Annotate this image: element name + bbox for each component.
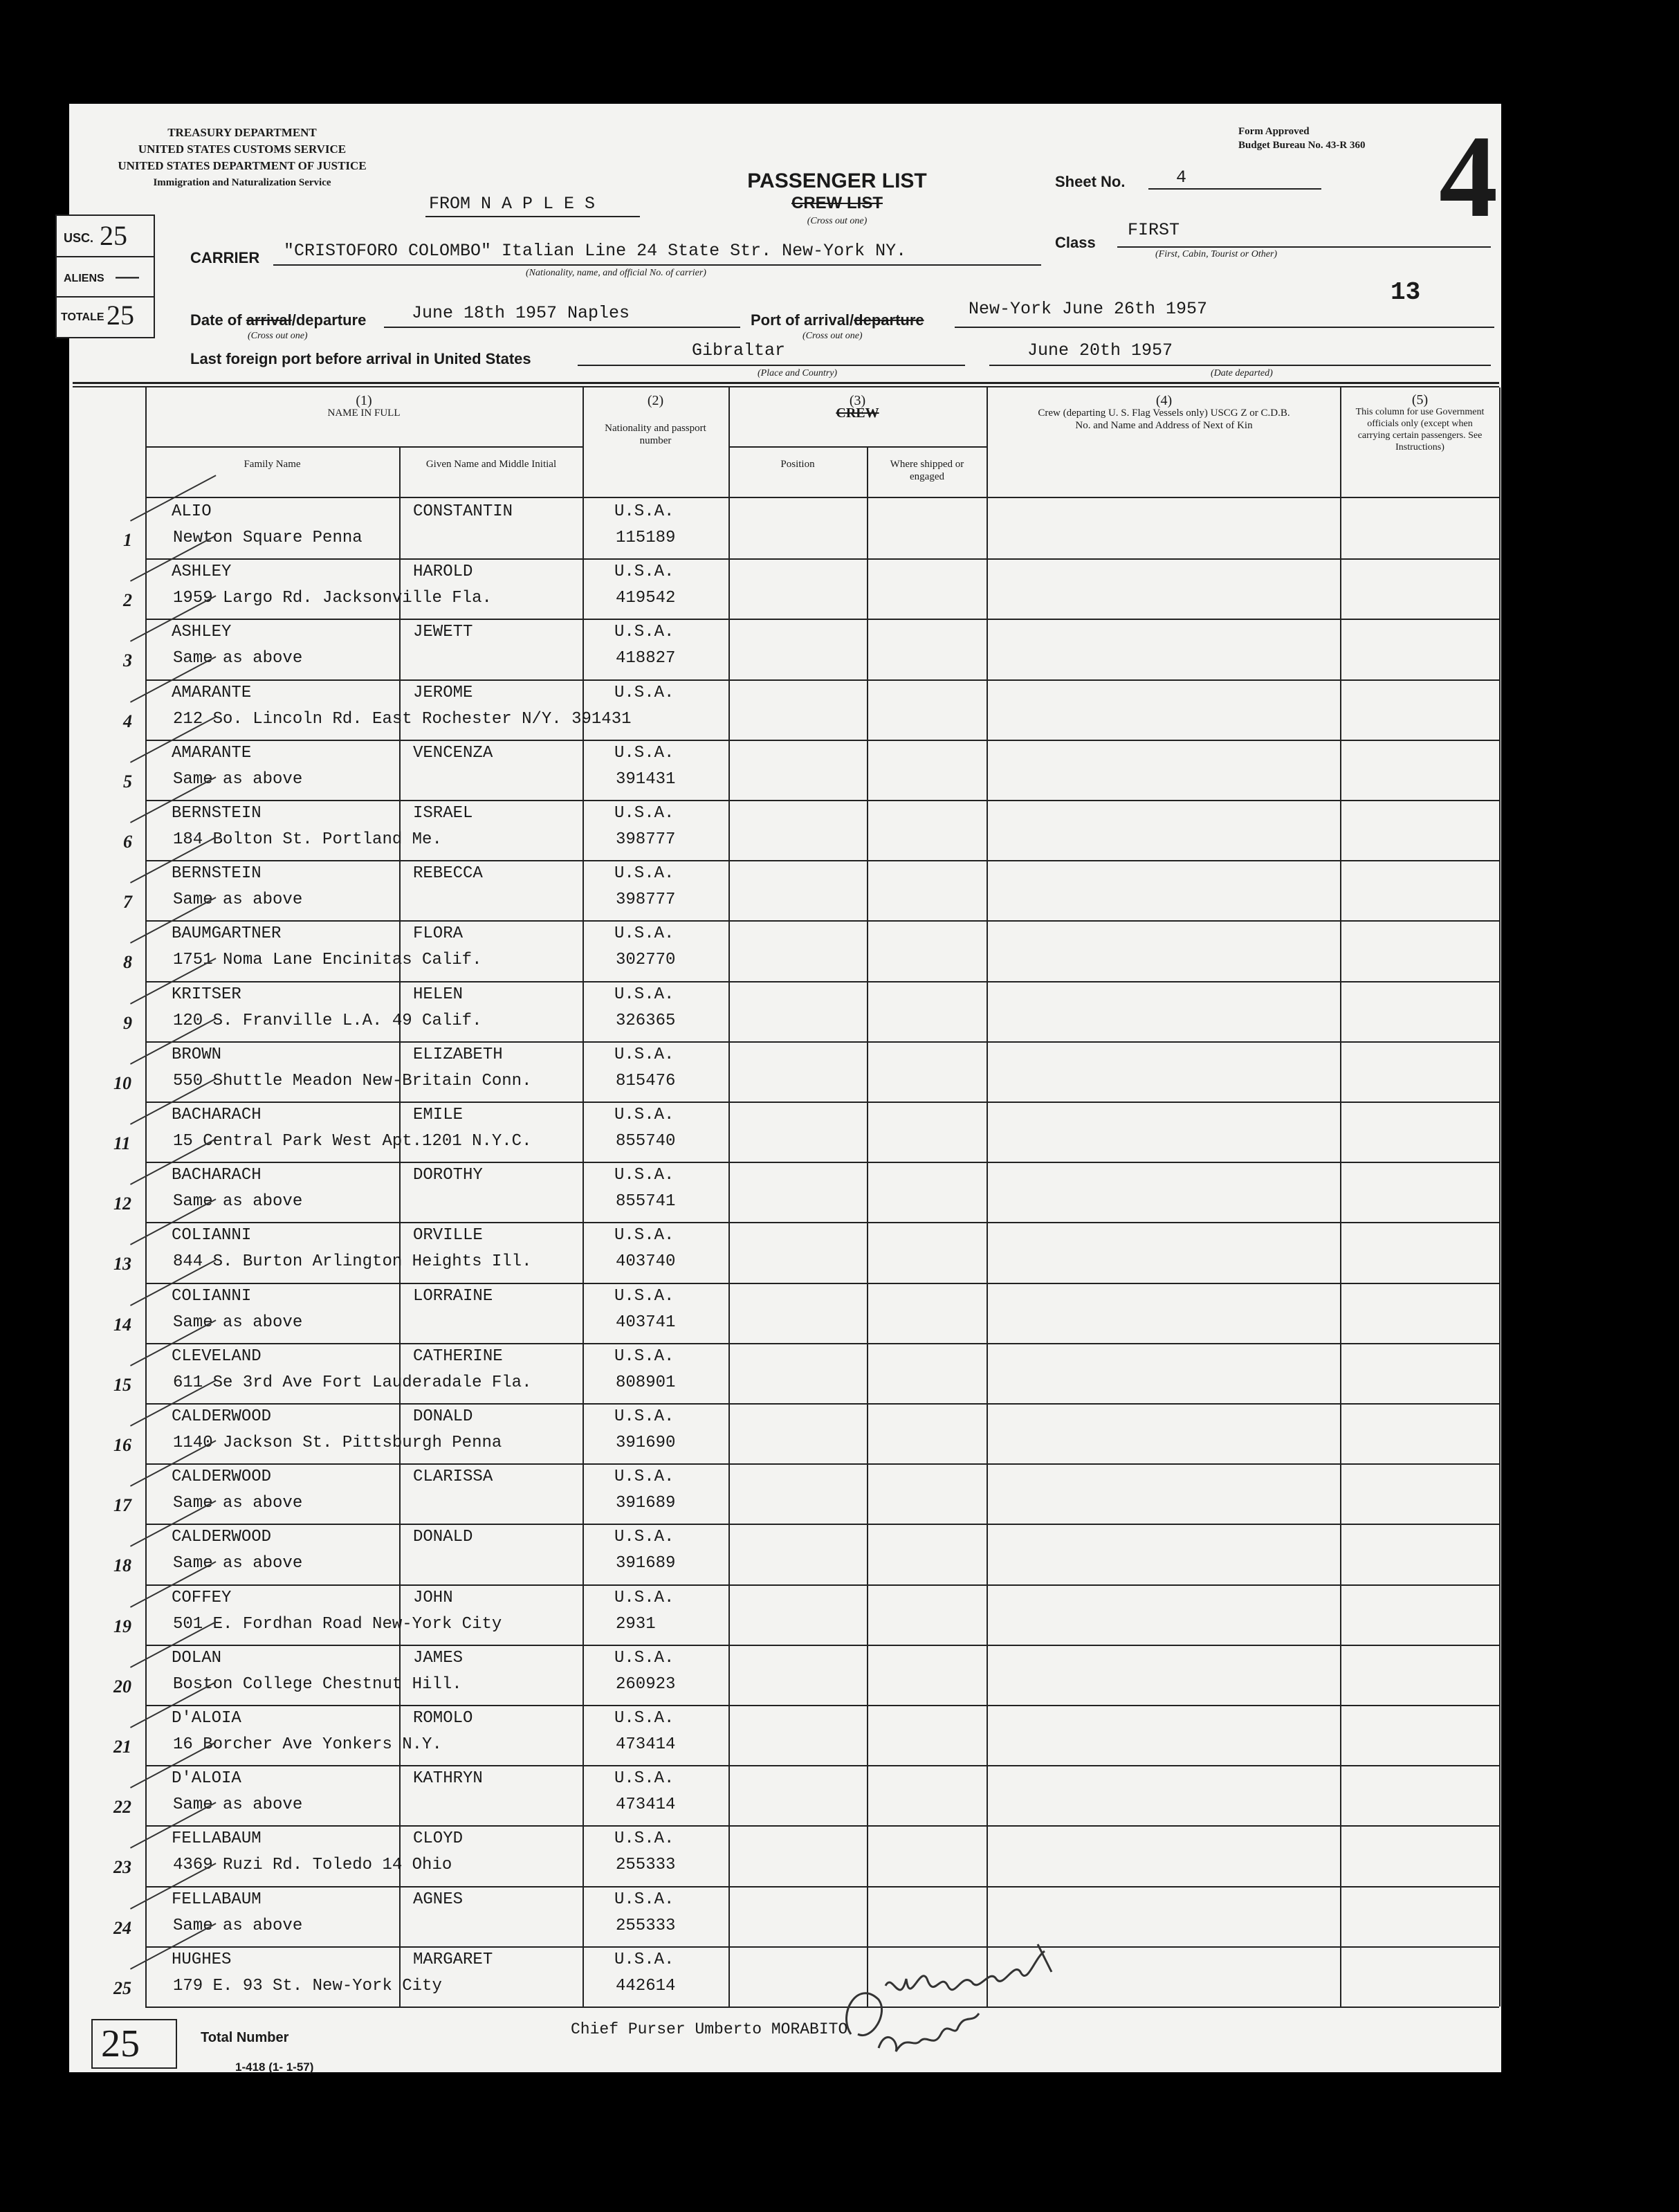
- row-number: 17: [113, 1495, 131, 1516]
- tally-usc-label: USC.: [64, 231, 94, 245]
- passport-number: 255333: [616, 1916, 676, 1935]
- passport-number: 391431: [616, 769, 676, 789]
- date-label-post: /departure: [291, 311, 367, 329]
- passport-number: 855740: [616, 1132, 676, 1151]
- given-name: ORVILLE: [413, 1226, 483, 1245]
- family-name: ALIO: [172, 502, 212, 521]
- given-name: FLORA: [413, 924, 464, 944]
- nationality: U.S.A.: [614, 1709, 675, 1728]
- address: Newton Square Penna: [173, 529, 363, 547]
- nationality: U.S.A.: [614, 1588, 675, 1607]
- family-name: FELLABAUM: [172, 1829, 262, 1849]
- row-number: 15: [113, 1374, 131, 1395]
- passport-number: 403740: [616, 1252, 676, 1272]
- family-name: D'ALOIA: [172, 1709, 241, 1728]
- row-number: 5: [123, 771, 132, 792]
- col3a-heading: Position: [780, 459, 815, 470]
- tally-aliens-value: —: [116, 263, 139, 289]
- col1a-heading: Family Name: [244, 459, 301, 470]
- col3-heading: [728, 394, 987, 419]
- col2-heading: [582, 394, 728, 447]
- col2-num: (2): [647, 393, 664, 408]
- passport-number: 808901: [616, 1373, 676, 1392]
- row-divider: [145, 860, 1499, 861]
- col1-num: (1): [356, 393, 372, 408]
- row-divider: [145, 1886, 1499, 1887]
- nationality: U.S.A.: [614, 1106, 675, 1124]
- family-name: BACHARACH: [172, 1106, 262, 1124]
- last-port-date: June 20th 1957: [1027, 340, 1173, 360]
- address: Same as above: [173, 1916, 303, 1935]
- passport-number: 2931: [616, 1614, 656, 1634]
- row-number: 12: [113, 1194, 131, 1214]
- official-signature: [830, 1930, 1141, 2062]
- address: 1751 Noma Lane Encinitas Calif.: [173, 951, 482, 970]
- total-number-box: [91, 2019, 177, 2069]
- col1b-heading: Given Name and Middle Initial: [425, 459, 557, 470]
- row-divider: [145, 1524, 1499, 1525]
- nationality: U.S.A.: [614, 563, 675, 582]
- nationality: U.S.A.: [614, 1407, 675, 1426]
- nationality: U.S.A.: [614, 743, 675, 762]
- form-title: PASSENGER LIST: [747, 170, 927, 192]
- row-divider: [145, 1162, 1499, 1163]
- nationality: U.S.A.: [614, 1528, 675, 1547]
- row-divider: [145, 1705, 1499, 1706]
- given-name: AGNES: [413, 1890, 464, 1909]
- address: Same as above: [173, 769, 303, 789]
- passport-number: 260923: [616, 1674, 676, 1694]
- nationality: U.S.A.: [614, 1286, 675, 1306]
- passport-number: 419542: [616, 589, 676, 608]
- row-divider: [145, 1343, 1499, 1344]
- address: Same as above: [173, 649, 303, 668]
- agency-line-2: UNITED STATES CUSTOMS SERVICE: [138, 143, 347, 156]
- from-port: FROM N A P L E S: [429, 194, 596, 214]
- passport-number: 398777: [616, 830, 676, 849]
- row-divider: [145, 558, 1499, 560]
- address: 501 E. Fordhan Road New-York City: [173, 1614, 502, 1634]
- row-number: 18: [113, 1555, 131, 1576]
- row-number: 11: [113, 1133, 131, 1153]
- passport-number: 391689: [616, 1494, 676, 1513]
- passport-number: 403741: [616, 1313, 676, 1332]
- family-name: CALDERWOOD: [172, 1528, 272, 1547]
- given-name: ISRAEL: [413, 804, 473, 823]
- family-name: ASHLEY: [172, 563, 232, 582]
- nationality: U.S.A.: [614, 985, 675, 1004]
- family-name: BERNSTEIN: [172, 864, 262, 884]
- port-label-struck: departure: [854, 311, 924, 329]
- address: 212 So. Lincoln Rd. East Rochester N/Y. 391431: [173, 709, 632, 729]
- col1-title: NAME IN FULL: [327, 408, 401, 419]
- row-divider: [145, 800, 1499, 801]
- last-port-label: Last foreign port before arrival in United States: [190, 350, 531, 367]
- address: 184 Bolton St. Portland Me.: [173, 830, 442, 849]
- row-number: 13: [113, 1254, 131, 1274]
- row-number: 16: [113, 1435, 131, 1455]
- last-port-date-note: (Date departed): [1211, 368, 1273, 378]
- address: 611 Se 3rd Ave Fort Lauderadale Fla.: [173, 1373, 532, 1392]
- sheet-count: 13: [1391, 278, 1421, 307]
- col4-title: Crew (departing U. S. Flag Vessels only) USCG Z or C.D.B. No. and Name and Address of Next of Kin: [1038, 408, 1290, 431]
- carrier-label: CARRIER: [190, 249, 260, 266]
- given-name: MARGARET: [413, 1950, 493, 1969]
- given-name: CLOYD: [413, 1829, 464, 1849]
- row-divider: [145, 1222, 1499, 1223]
- row-divider: [145, 619, 1499, 620]
- address: Same as above: [173, 1192, 303, 1212]
- passport-number: 255333: [616, 1856, 676, 1875]
- col3-num: (3): [849, 393, 866, 408]
- row-divider: [145, 1825, 1499, 1827]
- passenger-list-sheet: [61, 104, 1501, 2074]
- given-name: LORRAINE: [413, 1286, 493, 1306]
- row-divider: [145, 1403, 1499, 1405]
- row-divider: [145, 1645, 1499, 1646]
- row-number: 7: [123, 892, 132, 913]
- family-name: COLIANNI: [172, 1226, 252, 1245]
- given-name: KATHRYN: [413, 1769, 483, 1789]
- passport-number: 855741: [616, 1192, 676, 1212]
- address: 844 S. Burton Arlington Heights Ill.: [173, 1252, 532, 1272]
- row-divider: [145, 1283, 1499, 1284]
- row-divider: [145, 2007, 1499, 2008]
- passport-number: 815476: [616, 1071, 676, 1090]
- row-number: 14: [113, 1314, 131, 1335]
- port-note: (Cross out one): [802, 331, 863, 341]
- nationality: U.S.A.: [614, 1226, 675, 1245]
- row-divider: [145, 1946, 1499, 1948]
- address: 179 E. 93 St. New-York City: [173, 1976, 442, 1995]
- passport-number: 391690: [616, 1434, 676, 1452]
- port-label-pre: Port of arrival/: [751, 311, 854, 329]
- row-number: 3: [123, 650, 132, 671]
- total-number-value: 25: [101, 2022, 140, 2065]
- nationality: U.S.A.: [614, 1166, 675, 1185]
- row-number: 22: [113, 1797, 131, 1818]
- row-divider: [145, 920, 1499, 922]
- passport-number: 302770: [616, 951, 676, 970]
- family-name: BERNSTEIN: [172, 804, 262, 823]
- given-name: JAMES: [413, 1648, 464, 1667]
- date-label-struck: arrival: [246, 311, 292, 329]
- carrier-note: (Nationality, name, and official No. of carrier): [526, 268, 706, 278]
- given-name: REBECCA: [413, 864, 483, 884]
- nationality: U.S.A.: [614, 1769, 675, 1789]
- given-name: CATHERINE: [413, 1346, 503, 1366]
- tally-total-label: TOTALE: [61, 311, 104, 323]
- row-number: 6: [123, 832, 132, 852]
- col4-heading: [996, 394, 1332, 432]
- nationality: U.S.A.: [614, 1045, 675, 1064]
- given-name: VENCENZA: [413, 743, 493, 762]
- row-number: 1: [123, 530, 132, 550]
- nationality: U.S.A.: [614, 1468, 675, 1487]
- family-name: HUGHES: [172, 1950, 232, 1969]
- given-name: JOHN: [413, 1588, 453, 1607]
- row-divider: [145, 981, 1499, 982]
- date-departure-label: [190, 311, 366, 329]
- date-departure-value: June 18th 1957 Naples: [412, 303, 630, 323]
- agency-header: [111, 125, 374, 191]
- sheet-value: 4: [1176, 167, 1187, 188]
- row-number: 24: [113, 1917, 131, 1938]
- address: 15 Central Park West Apt.1201 N.Y.C.: [173, 1132, 532, 1151]
- row-number: 19: [113, 1616, 131, 1636]
- passport-number: 398777: [616, 890, 676, 910]
- row-number: 23: [113, 1857, 131, 1878]
- given-name: DOROTHY: [413, 1166, 483, 1185]
- tally-aliens-label: ALIENS: [64, 273, 104, 284]
- address: Same as above: [173, 1795, 303, 1815]
- family-name: AMARANTE: [172, 683, 252, 702]
- given-name: DONALD: [413, 1528, 473, 1547]
- nationality: U.S.A.: [614, 502, 675, 521]
- nationality: U.S.A.: [614, 683, 675, 702]
- given-name: JEWETT: [413, 623, 473, 642]
- address: Same as above: [173, 890, 303, 910]
- col1-heading: [145, 394, 582, 419]
- agency-line-3: UNITED STATES DEPARTMENT OF JUSTICE: [118, 159, 367, 172]
- address: 1140 Jackson St. Pittsburgh Penna: [173, 1434, 502, 1452]
- col4-num: (4): [1155, 393, 1173, 408]
- nationality: U.S.A.: [614, 924, 675, 944]
- date-label-pre: Date of: [190, 311, 246, 329]
- port-value: New-York June 26th 1957: [969, 299, 1208, 319]
- family-name: COFFEY: [172, 1588, 232, 1607]
- family-name: BACHARACH: [172, 1166, 262, 1185]
- family-name: AMARANTE: [172, 743, 252, 762]
- address: Same as above: [173, 1494, 303, 1513]
- row-divider: [145, 1041, 1499, 1043]
- address: Same as above: [173, 1554, 303, 1573]
- nationality: U.S.A.: [614, 1950, 675, 1969]
- address: 4369 Ruzi Rd. Toledo 14 Ohio: [173, 1856, 452, 1875]
- passport-number: 418827: [616, 649, 676, 668]
- col3b-heading: Where shipped or engaged: [890, 459, 964, 482]
- family-name: KRITSER: [172, 985, 241, 1004]
- nationality: U.S.A.: [614, 623, 675, 642]
- nationality: U.S.A.: [614, 804, 675, 823]
- family-name: CLEVELAND: [172, 1346, 262, 1366]
- given-name: CONSTANTIN: [413, 502, 513, 521]
- given-name: HELEN: [413, 985, 464, 1004]
- family-name: DOLAN: [172, 1648, 222, 1667]
- address: 16 Borcher Ave Yonkers N.Y.: [173, 1735, 442, 1754]
- given-name: DONALD: [413, 1407, 473, 1426]
- family-name: FELLABAUM: [172, 1890, 262, 1909]
- address: Same as above: [173, 1313, 303, 1332]
- port-label: [751, 311, 924, 329]
- passport-number: 115189: [616, 529, 676, 547]
- page-number: 4: [1439, 111, 1498, 241]
- row-number: 9: [123, 1012, 132, 1033]
- passport-number: 473414: [616, 1795, 676, 1815]
- class-label: Class: [1055, 234, 1096, 251]
- form-approved-line-1: Form Approved: [1238, 126, 1310, 137]
- form-title-note: (Cross out one): [807, 216, 868, 226]
- form-title-struck: CREW LIST: [791, 194, 883, 212]
- given-name: ELIZABETH: [413, 1045, 503, 1064]
- row-divider: [145, 1584, 1499, 1586]
- family-name: BAUMGARTNER: [172, 924, 282, 944]
- row-divider: [145, 740, 1499, 741]
- address: Boston College Chestnut Hill.: [173, 1674, 462, 1694]
- tally-total-value: 25: [107, 300, 134, 331]
- row-divider: [145, 1102, 1499, 1103]
- passport-number: 473414: [616, 1735, 676, 1754]
- family-name: COLIANNI: [172, 1286, 252, 1306]
- row-number: 21: [113, 1737, 131, 1757]
- row-number: 20: [113, 1676, 131, 1697]
- given-name: ROMOLO: [413, 1709, 473, 1728]
- row-number: 2: [123, 590, 132, 611]
- passport-number: 442614: [616, 1976, 676, 1995]
- sheet-label: Sheet No.: [1055, 173, 1126, 190]
- agency-line-1: TREASURY DEPARTMENT: [167, 126, 317, 139]
- class-value: FIRST: [1128, 220, 1180, 240]
- given-name: JEROME: [413, 683, 473, 702]
- col2-title: Nationality and passport number: [605, 423, 706, 446]
- passport-number: 391689: [616, 1554, 676, 1573]
- given-name: CLARISSA: [413, 1468, 493, 1487]
- col5-num: (5): [1411, 392, 1429, 408]
- row-number: 8: [123, 952, 132, 973]
- address: 550 Shuttle Meadon New-Britain Conn.: [173, 1071, 532, 1090]
- row-divider: [145, 1765, 1499, 1766]
- chief-purser: Chief Purser Umberto MORABITO: [571, 2020, 848, 2038]
- family-name: D'ALOIA: [172, 1769, 241, 1789]
- family-name: CALDERWOOD: [172, 1407, 272, 1426]
- carrier-value: "CRISTOFORO COLOMBO" Italian Line 24 State Str. New-York NY.: [284, 241, 907, 261]
- agency-line-4: Immigration and Naturalization Service: [153, 177, 331, 188]
- col3-title: CREW: [836, 405, 879, 421]
- row-number: 4: [123, 711, 132, 731]
- tally-box: [55, 214, 155, 338]
- family-name: BROWN: [172, 1045, 222, 1064]
- given-name: EMILE: [413, 1106, 464, 1124]
- nationality: U.S.A.: [614, 864, 675, 884]
- address: 120 S. Franville L.A. 49 Calif.: [173, 1011, 482, 1030]
- row-divider: [145, 679, 1499, 681]
- family-name: CALDERWOOD: [172, 1468, 272, 1487]
- col5-heading: [1342, 394, 1498, 453]
- last-port-place-note: (Place and Country): [758, 368, 838, 378]
- given-name: HAROLD: [413, 563, 473, 582]
- form-approved: [1238, 125, 1366, 152]
- nationality: U.S.A.: [614, 1829, 675, 1849]
- nationality: U.S.A.: [614, 1890, 675, 1909]
- total-number-label: Total Number: [201, 2030, 289, 2045]
- form-approved-line-2: Budget Bureau No. 43-R 360: [1238, 140, 1366, 151]
- nationality: U.S.A.: [614, 1648, 675, 1667]
- row-number: 10: [113, 1072, 131, 1093]
- passport-number: 326365: [616, 1011, 676, 1030]
- form-code: 1-418 (1- 1-57): [235, 2060, 314, 2074]
- family-name: ASHLEY: [172, 623, 232, 642]
- row-divider: [145, 1463, 1499, 1465]
- row-number: 25: [113, 1977, 131, 1998]
- nationality: U.S.A.: [614, 1346, 675, 1366]
- address: 1959 Largo Rd. Jacksonville Fla.: [173, 589, 492, 608]
- col5-title: This column for use Government officials only (except when carrying certain passengers. See Instructions): [1355, 407, 1485, 453]
- last-port-place: Gibraltar: [692, 340, 786, 360]
- date-departure-note: (Cross out one): [248, 331, 308, 341]
- tally-usc-value: 25: [100, 220, 127, 251]
- class-note: (First, Cabin, Tourist or Other): [1155, 249, 1278, 259]
